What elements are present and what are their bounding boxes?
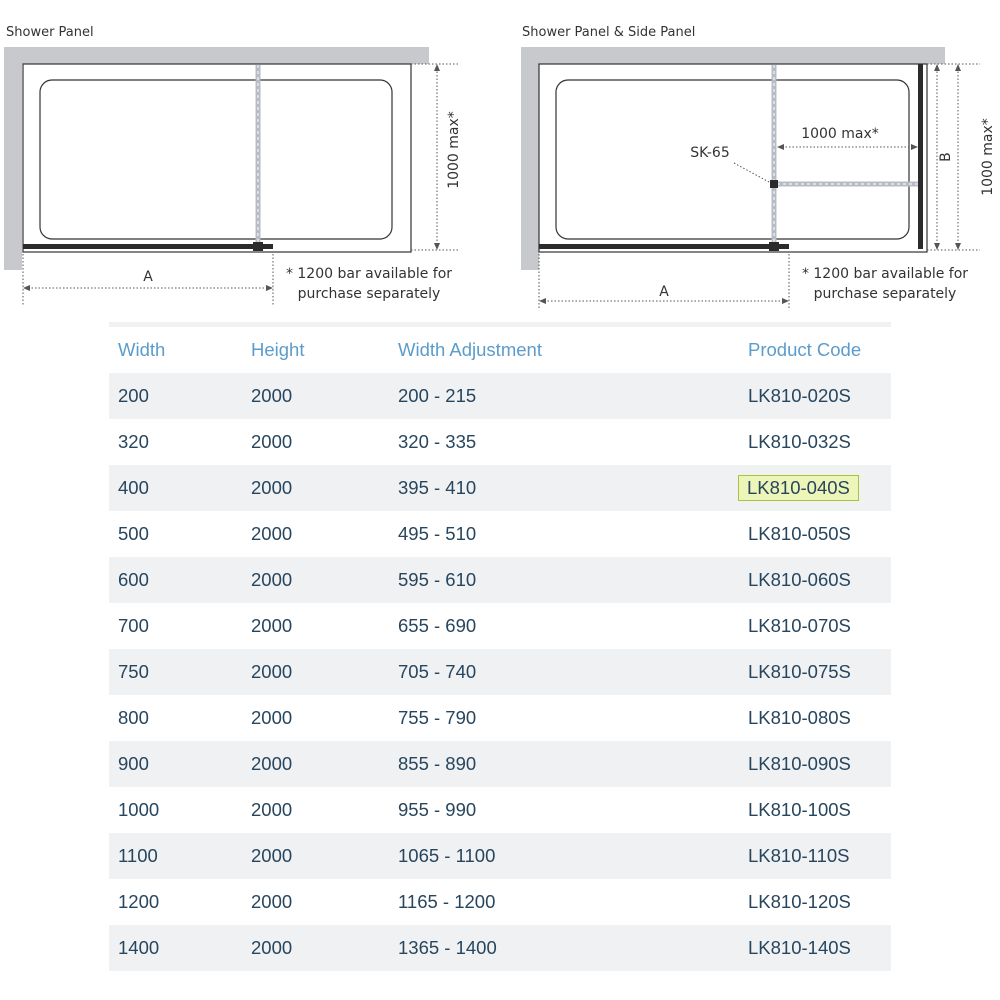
cell-height: 2000 bbox=[251, 431, 293, 452]
note-line: purchase separately bbox=[813, 286, 957, 302]
sk65-connector bbox=[770, 180, 778, 188]
table-row bbox=[109, 741, 891, 787]
cell-width-adjustment: 705 - 740 bbox=[398, 661, 477, 682]
cell-height: 2000 bbox=[251, 385, 293, 406]
sk65-label: SK-65 bbox=[690, 145, 730, 161]
table-row bbox=[109, 695, 891, 741]
height-label: 1000 max* bbox=[446, 111, 462, 189]
cell-height: 2000 bbox=[251, 845, 293, 866]
cell-width: 800 bbox=[118, 707, 149, 728]
arrow-left bbox=[539, 298, 546, 304]
cell-product-code: LK810-020S bbox=[748, 385, 851, 406]
note-line: * 1200 bar available for bbox=[285, 266, 453, 282]
arrow-down bbox=[434, 243, 440, 250]
cell-height: 2000 bbox=[251, 799, 293, 820]
cell-height: 2000 bbox=[251, 753, 293, 774]
cell-height: 2000 bbox=[251, 569, 293, 590]
cell-product-code bbox=[748, 465, 859, 511]
cell-height: 2000 bbox=[251, 891, 293, 912]
arrow-up bbox=[934, 64, 940, 71]
cell-product-code: LK810-070S bbox=[748, 615, 851, 636]
cell-width: 600 bbox=[118, 569, 149, 590]
cell-product-code: LK810-032S bbox=[748, 431, 851, 452]
cell-height: 2000 bbox=[251, 661, 293, 682]
cell-width-adjustment: 595 - 610 bbox=[398, 569, 477, 590]
highlighted-product-code: LK810-040S bbox=[738, 475, 859, 501]
cell-width: 700 bbox=[118, 615, 149, 636]
cell-width: 200 bbox=[118, 385, 149, 406]
table-row bbox=[109, 465, 891, 511]
width-label: A bbox=[143, 269, 153, 285]
cell-width-adjustment: 320 - 335 bbox=[398, 431, 477, 452]
cell-width: 400 bbox=[118, 477, 149, 498]
cell-width: 750 bbox=[118, 661, 149, 682]
arm-label: 1000 max* bbox=[801, 126, 879, 142]
cell-width: 1100 bbox=[118, 845, 158, 866]
cell-product-code: LK810-060S bbox=[748, 569, 851, 590]
arrow-up bbox=[955, 64, 961, 71]
note-line: * 1200 bar available for bbox=[801, 266, 969, 282]
glass-panel bbox=[23, 244, 273, 249]
cell-height: 2000 bbox=[251, 523, 293, 544]
product-table bbox=[109, 322, 891, 971]
cell-product-code: LK810-050S bbox=[748, 523, 851, 544]
wall-top bbox=[521, 47, 945, 64]
wall-side bbox=[521, 47, 539, 270]
cell-width-adjustment: 1065 - 1100 bbox=[398, 845, 496, 866]
panel-clamp bbox=[253, 242, 263, 251]
cell-width-adjustment: 1365 - 1400 bbox=[398, 937, 497, 958]
header-product-code: Product Code bbox=[748, 339, 862, 360]
note-line: purchase separately bbox=[297, 286, 441, 302]
b-label: B bbox=[938, 152, 954, 162]
cell-width-adjustment: 655 - 690 bbox=[398, 615, 477, 636]
cell-width: 320 bbox=[118, 431, 149, 452]
panel-clamp bbox=[769, 242, 779, 251]
cell-height: 2000 bbox=[251, 477, 293, 498]
table-row bbox=[109, 879, 891, 925]
cell-width: 900 bbox=[118, 753, 149, 774]
table-row bbox=[109, 833, 891, 879]
cell-width-adjustment: 1165 - 1200 bbox=[398, 891, 496, 912]
cell-width-adjustment: 395 - 410 bbox=[398, 477, 477, 498]
bath-outline bbox=[23, 64, 411, 252]
cell-width-adjustment: 495 - 510 bbox=[398, 523, 477, 544]
table-row bbox=[109, 603, 891, 649]
table-header-row bbox=[109, 327, 891, 373]
table-row bbox=[109, 925, 891, 971]
cell-width: 500 bbox=[118, 523, 149, 544]
bath-outline bbox=[539, 64, 927, 252]
cell-product-code: LK810-140S bbox=[748, 937, 851, 958]
cell-product-code: LK810-120S bbox=[748, 891, 851, 912]
arrow-left bbox=[23, 285, 30, 291]
cell-width-adjustment: 955 - 990 bbox=[398, 799, 477, 820]
wall-side bbox=[4, 47, 22, 270]
diagram-title: Shower Panel bbox=[6, 25, 94, 40]
glass-panel bbox=[539, 244, 789, 249]
cell-product-code: LK810-100S bbox=[748, 799, 851, 820]
bar-note bbox=[790, 264, 980, 304]
cell-height: 2000 bbox=[251, 615, 293, 636]
header-width-adjustment: Width Adjustment bbox=[398, 339, 542, 360]
table-row bbox=[109, 787, 891, 833]
table-row bbox=[109, 557, 891, 603]
cell-product-code: LK810-080S bbox=[748, 707, 851, 728]
wall-top bbox=[4, 47, 429, 64]
arrow-right bbox=[266, 285, 273, 291]
cell-height: 2000 bbox=[251, 707, 293, 728]
table-body bbox=[109, 373, 891, 971]
table-row bbox=[109, 649, 891, 695]
cell-product-code: LK810-110S bbox=[748, 845, 850, 866]
arrow-down bbox=[934, 243, 940, 250]
cell-product-code: LK810-075S bbox=[748, 661, 851, 682]
arrow-up bbox=[434, 64, 440, 71]
header-width: Width bbox=[118, 339, 166, 360]
cell-width-adjustment: 755 - 790 bbox=[398, 707, 477, 728]
cell-width-adjustment: 200 - 215 bbox=[398, 385, 477, 406]
height-label: 1000 max* bbox=[980, 118, 996, 196]
header-height: Height bbox=[251, 339, 305, 360]
shower-panel-diagram bbox=[0, 0, 500, 315]
arrow-down bbox=[955, 243, 961, 250]
side-panel bbox=[918, 64, 923, 249]
table-row bbox=[109, 511, 891, 557]
cell-width: 1200 bbox=[118, 891, 160, 912]
arrow-right bbox=[782, 298, 789, 304]
shower-side-panel-diagram bbox=[500, 0, 1000, 315]
diagram-title: Shower Panel & Side Panel bbox=[522, 25, 696, 40]
cell-product-code: LK810-090S bbox=[748, 753, 851, 774]
cell-width: 1000 bbox=[118, 799, 160, 820]
table-row bbox=[109, 373, 891, 419]
width-label: A bbox=[659, 284, 669, 300]
cell-width: 1400 bbox=[118, 937, 160, 958]
cell-height: 2000 bbox=[251, 937, 293, 958]
bar-note bbox=[274, 264, 464, 304]
cell-width-adjustment: 855 - 890 bbox=[398, 753, 477, 774]
table-row bbox=[109, 419, 891, 465]
